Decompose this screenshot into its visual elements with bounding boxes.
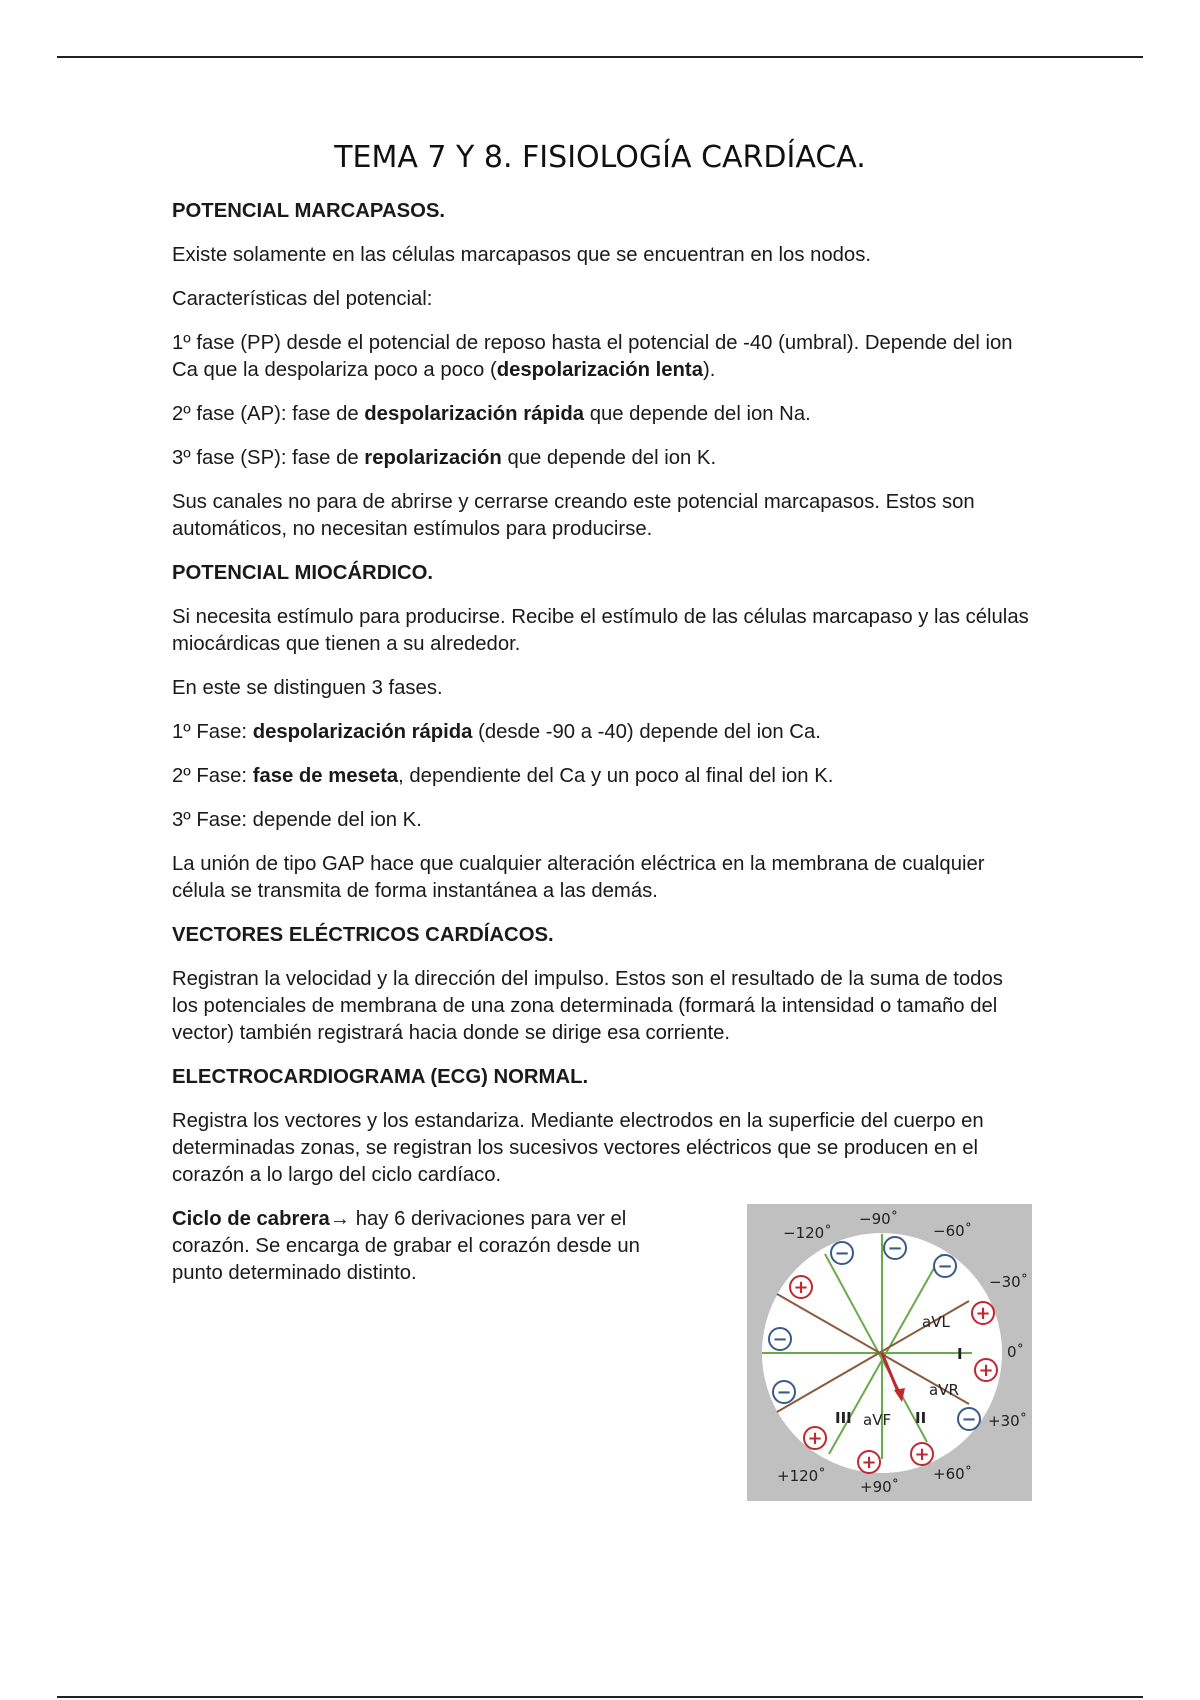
paragraph — [172, 763, 1032, 790]
bold-term: fase de meseta — [252, 765, 399, 787]
paragraph — [172, 719, 1032, 746]
text-run: que depende del ion K. — [501, 447, 717, 469]
minus-sign: − — [776, 1382, 792, 1403]
document-body — [172, 198, 1032, 1501]
text-run: hay 6 derivaciones para ver el corazón. Se encarga de grabar el corazón desde un punto determinado distinto. — [172, 1208, 640, 1284]
paragraph: Existe solamente en las células marcapasos que se encuentran en los nodos. — [172, 244, 871, 266]
lead-label-aVR: aVR — [929, 1381, 959, 1399]
angle-label-p60: +60˚ — [933, 1465, 973, 1483]
minus-sign: − — [772, 1329, 788, 1350]
text-run: 2º fase (AP): fase de — [172, 403, 365, 425]
paragraph: En este se distinguen 3 fases. — [172, 677, 443, 699]
minus-sign: − — [961, 1409, 977, 1430]
plus-sign: + — [793, 1277, 809, 1298]
minus-sign: − — [887, 1238, 903, 1259]
plus-sign: + — [861, 1452, 877, 1473]
text-run: 3º fase (SP): fase de — [172, 447, 365, 469]
text-run: que depende del ion Na. — [584, 403, 811, 425]
bold-term: Ciclo de cabrera→ — [172, 1208, 351, 1230]
lead-label-aVF: aVF — [863, 1411, 892, 1429]
text-run: ). — [702, 359, 716, 381]
section-heading: POTENCIAL MIOCÁRDICO. — [172, 562, 434, 584]
angle-label-m30: −30˚ — [989, 1273, 1029, 1291]
angle-label-zero: 0˚ — [1007, 1343, 1025, 1361]
bold-term: despolarización lenta — [496, 359, 703, 381]
text-run: (desde -90 a -40) depende del ion Ca. — [472, 721, 821, 743]
text-run: 1º Fase: — [172, 721, 253, 743]
paragraph — [172, 1206, 692, 1287]
text-run: 2º Fase: — [172, 765, 253, 787]
text-run: 1º fase (PP) desde el potencial de reposo hasta el potencial de -40 (umbral). Depende del ion Ca que la despolariza poco a poco ( — [172, 332, 1013, 381]
bold-term: despolarización rápida — [364, 403, 585, 425]
paragraph: Si necesita estímulo para producirse. Recibe el estímulo de las células marcapaso y las células miocárdicas que tienen a su alrededor. — [172, 606, 1029, 655]
minus-sign: − — [834, 1243, 850, 1264]
angle-label-p90: +90˚ — [860, 1478, 900, 1496]
section-heading: ELECTROCARDIOGRAMA (ECG) NORMAL. — [172, 1066, 589, 1088]
plus-sign: + — [978, 1360, 994, 1381]
paragraph: Características del potencial: — [172, 288, 433, 310]
lead-label-aVL: aVL — [922, 1313, 950, 1331]
text-run: , dependiente del Ca y un poco al final del ion K. — [398, 765, 834, 787]
paragraph: 3º Fase: depende del ion K. — [172, 809, 422, 831]
angle-label-m120: −120˚ — [783, 1224, 832, 1242]
angle-label-m60: −60˚ — [933, 1222, 973, 1240]
top-rule — [57, 56, 1143, 58]
paragraph — [172, 445, 1032, 472]
angle-label-p30: +30˚ — [988, 1412, 1028, 1430]
plus-sign: + — [975, 1303, 991, 1324]
paragraph: Sus canales no para de abrirse y cerrarse creando este potencial marcapasos. Estos son automáticos, no necesitan estímulos para producirse. — [172, 491, 975, 540]
angle-label-m90: −90˚ — [859, 1210, 899, 1228]
lead-label-I: I — [957, 1345, 963, 1363]
paragraph: Registran la velocidad y la dirección del impulso. Estos son el resultado de la suma de todos los potenciales de membrana de una zona determinada (formará la intensidad o tamaño del vector) también registrará hacia donde se dirige esa corriente. — [172, 968, 1003, 1044]
paragraph: Registra los vectores y los estandariza. Mediante electrodos en la superficie del cuerpo en determinadas zonas, se registran los sucesivos vectores eléctricos que se producen en el corazón a lo largo del ciclo cardíaco. — [172, 1110, 984, 1186]
page-title: TEMA 7 Y 8. FISIOLOGÍA CARDÍACA. — [334, 140, 866, 175]
angle-label-p120: +120˚ — [777, 1467, 826, 1485]
cabrera-row — [172, 1206, 1032, 1501]
bold-term: repolarización — [364, 447, 502, 469]
paragraph: La unión de tipo GAP hace que cualquier alteración eléctrica en la membrana de cualquier célula se transmita de forma instantánea a las demás. — [172, 853, 985, 902]
minus-sign: − — [937, 1256, 953, 1277]
plus-sign: + — [914, 1444, 930, 1465]
lead-label-II: II — [915, 1409, 927, 1427]
lead-label-III: III — [835, 1409, 852, 1427]
cabrera-circle-diagram — [747, 1204, 1032, 1501]
paragraph — [172, 401, 1032, 428]
bottom-rule — [57, 1696, 1143, 1698]
section-heading: POTENCIAL MARCAPASOS. — [172, 200, 446, 222]
section-heading: VECTORES ELÉCTRICOS CARDÍACOS. — [172, 924, 554, 946]
bold-term: despolarización rápida — [252, 721, 473, 743]
plus-sign: + — [807, 1428, 823, 1449]
paragraph — [172, 330, 1032, 384]
